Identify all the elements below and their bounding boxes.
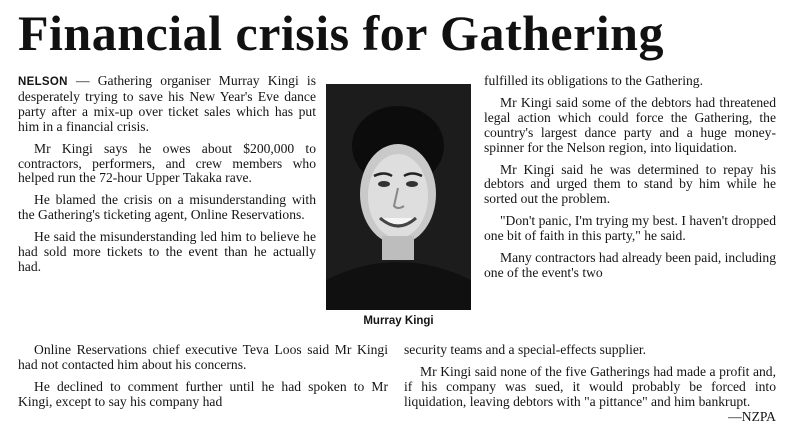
paragraph-text: — Gathering organiser Murray Kingi is desperately trying to save his New Year's Eve dance party after a mix-up over ticket sales which has put him in a financial crisis.	[18, 73, 316, 134]
article-column-1	[18, 74, 316, 282]
paragraph: Many contractors had already been paid, including one of the event's two	[484, 250, 776, 280]
lower-right-column	[404, 343, 776, 425]
paragraph: He blamed the crisis on a misunderstanding with the Gathering's ticketing agent, Online Reservations.	[18, 192, 316, 223]
credit: —NZPA	[728, 408, 776, 424]
paragraph: fulfilled its obligations to the Gathering.	[484, 73, 703, 88]
portrait-photo	[326, 84, 471, 310]
lower-left-column	[18, 343, 388, 410]
paragraph: Mr Kingi said some of the debtors had threatened legal action which could force the Gathering, the country's largest dance party and a huge money-spinner for the Nelson region, into liquidation.	[484, 94, 776, 155]
paragraph: Mr Kingi said he was determined to repay his debtors and urged them to stand by him while he sorted out the problem.	[484, 161, 776, 207]
portrait-image	[326, 84, 471, 310]
paragraph	[18, 74, 316, 135]
paragraph: He said the misunderstanding led him to believe he had sold more tickets to the event than he actually had.	[18, 229, 316, 274]
paragraph: Mr Kingi said none of the five Gatherings had made a profit and, if his company was sued, it would probably be forced into liquidation, leaving debtors with "a pittance" and him bankrupt.	[404, 363, 776, 409]
headline: Financial crisis for Gathering	[18, 5, 664, 61]
paragraph: Mr Kingi says he owes about $200,000 to contractors, performers, and crew members who helped run the 72-hour Upper Takaka rave.	[18, 140, 316, 186]
dateline: NELSON	[18, 76, 68, 88]
paragraph: He declined to comment further until he had spoken to Mr Kingi, except to say his company had	[18, 378, 388, 409]
photo-caption: Murray Kingi	[363, 315, 434, 327]
article-column-3	[484, 74, 776, 281]
paragraph: security teams and a special-effects supplier.	[404, 342, 647, 357]
paragraph: "Don't panic, I'm trying my best. I haven't dropped one bit of faith in this party," he said.	[484, 213, 776, 244]
paragraph: Online Reservations chief executive Teva Loos said Mr Kingi had not contacted him about his concerns.	[18, 342, 388, 372]
